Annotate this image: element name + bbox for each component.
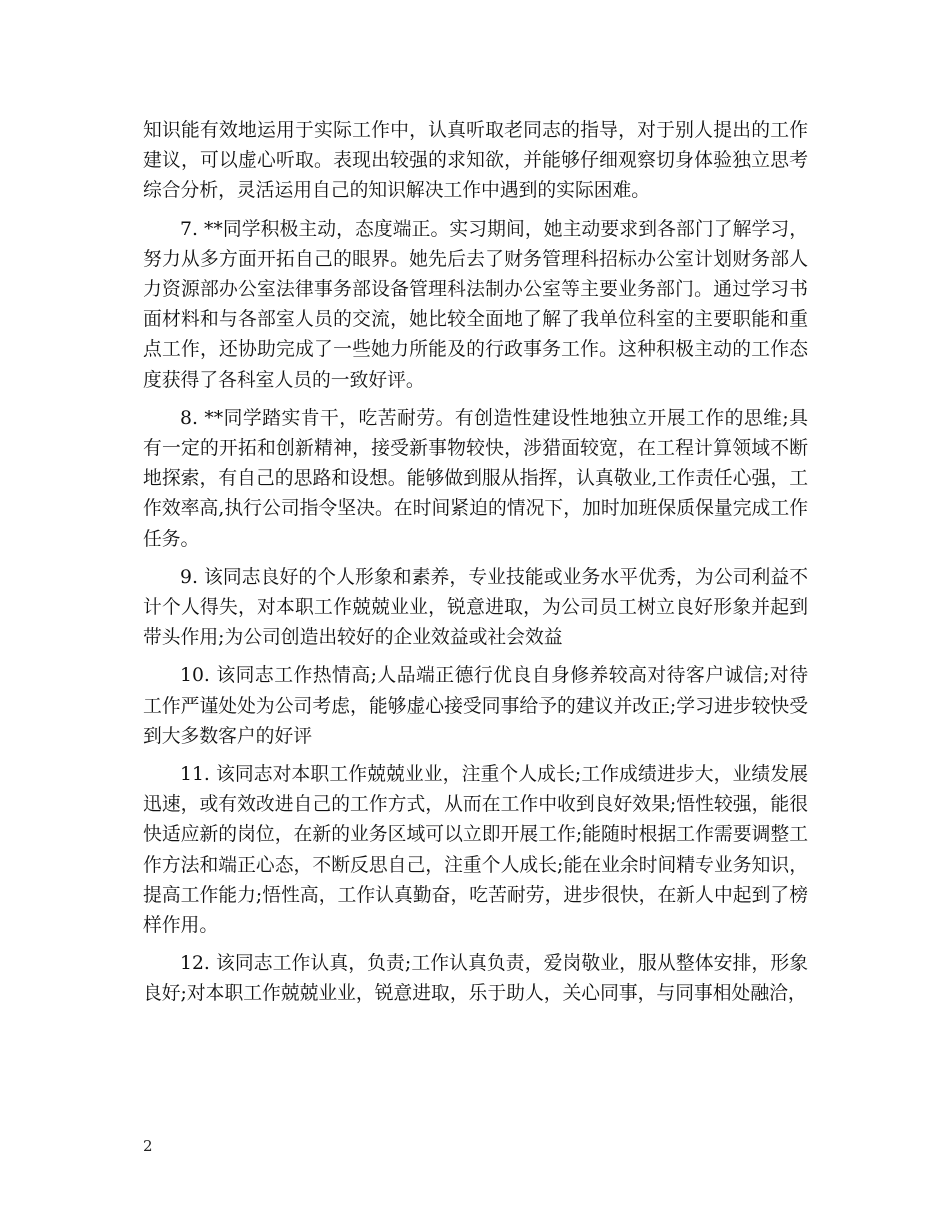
paragraph-item-10: 10. 该同志工作热情高;人品端正德行优良自身修养较高对待客户诚信;对待工作严谨处处为公司考虑，能够虚心接受同事给予的建议并改正;学习进步较快受到大多数客户的好评 xyxy=(143,665,808,747)
document-body xyxy=(143,116,808,1010)
paragraph-item-11: 11. 该同志对本职工作兢兢业业，注重个人成长;工作成绩进步大，业绩发展迅速，或有效改进自己的工作方式，从而在工作中收到良好效果;悟性较强，能很快适应新的岗位，在新的业务区域可以立即开展工作;能随时根据工作需要调整工作方法和端正心态，不断反思自己，注重个人成长;能在业余时间精专业务知识，提高工作能力;悟性高，工作认真勤奋，吃苦耐劳，进步很快，在新人中起到了榜样作用。 xyxy=(143,764,808,937)
paragraph-continuation: 知识能有效地运用于实际工作中，认真听取老同志的指导，对于别人提出的工作建议，可以虚心听取。表现出较强的求知欲，并能够仔细观察切身体验独立思考综合分析，灵活运用自己的知识解决工作中遇到的实际困难。 xyxy=(143,120,808,202)
paragraph-item-12: 12. 该同志工作认真，负责;工作认真负责，爱岗敬业，服从整体安排，形象良好;对本职工作兢兢业业，锐意进取，乐于助人，关心同事，与同事相处融洽， xyxy=(143,953,808,1005)
paragraph-item-8: 8. **同学踏实肯干，吃苦耐劳。有创造性建设性地独立开展工作的思维;具有一定的开拓和创新精神，接受新事物较快，涉猎面较宽，在工程计算领域不断地探索，有自己的思路和设想。能够做到服从指挥，认真敬业,工作责任心强，工作效率高,执行公司指令坚决。在时间紧迫的情况下，加时加班保质保量完成工作任务。 xyxy=(143,407,808,550)
paragraph-item-7: 7. **同学积极主动，态度端正。实习期间，她主动要求到各部门了解学习，努力从多方面开拓自己的眼界。她先后去了财务管理科招标办公室计划财务部人力资源部办公室法律事务部设备管理科法制办公室等主要业务部门。通过学习书面材料和与各部室人员的交流，她比较全面地了解了我单位科室的主要职能和重点工作，还协助完成了一些她力所能及的行政事务工作。这种积极主动的工作态度获得了各科室人员的一致好评。 xyxy=(143,218,808,391)
paragraph-item-9: 9. 该同志良好的个人形象和素养，专业技能或业务水平优秀，为公司利益不计个人得失，对本职工作兢兢业业，锐意进取，为公司员工树立良好形象并起到带头作用;为公司创造出较好的企业效益或社会效益 xyxy=(143,566,808,649)
page-number: 2 xyxy=(143,1137,153,1155)
